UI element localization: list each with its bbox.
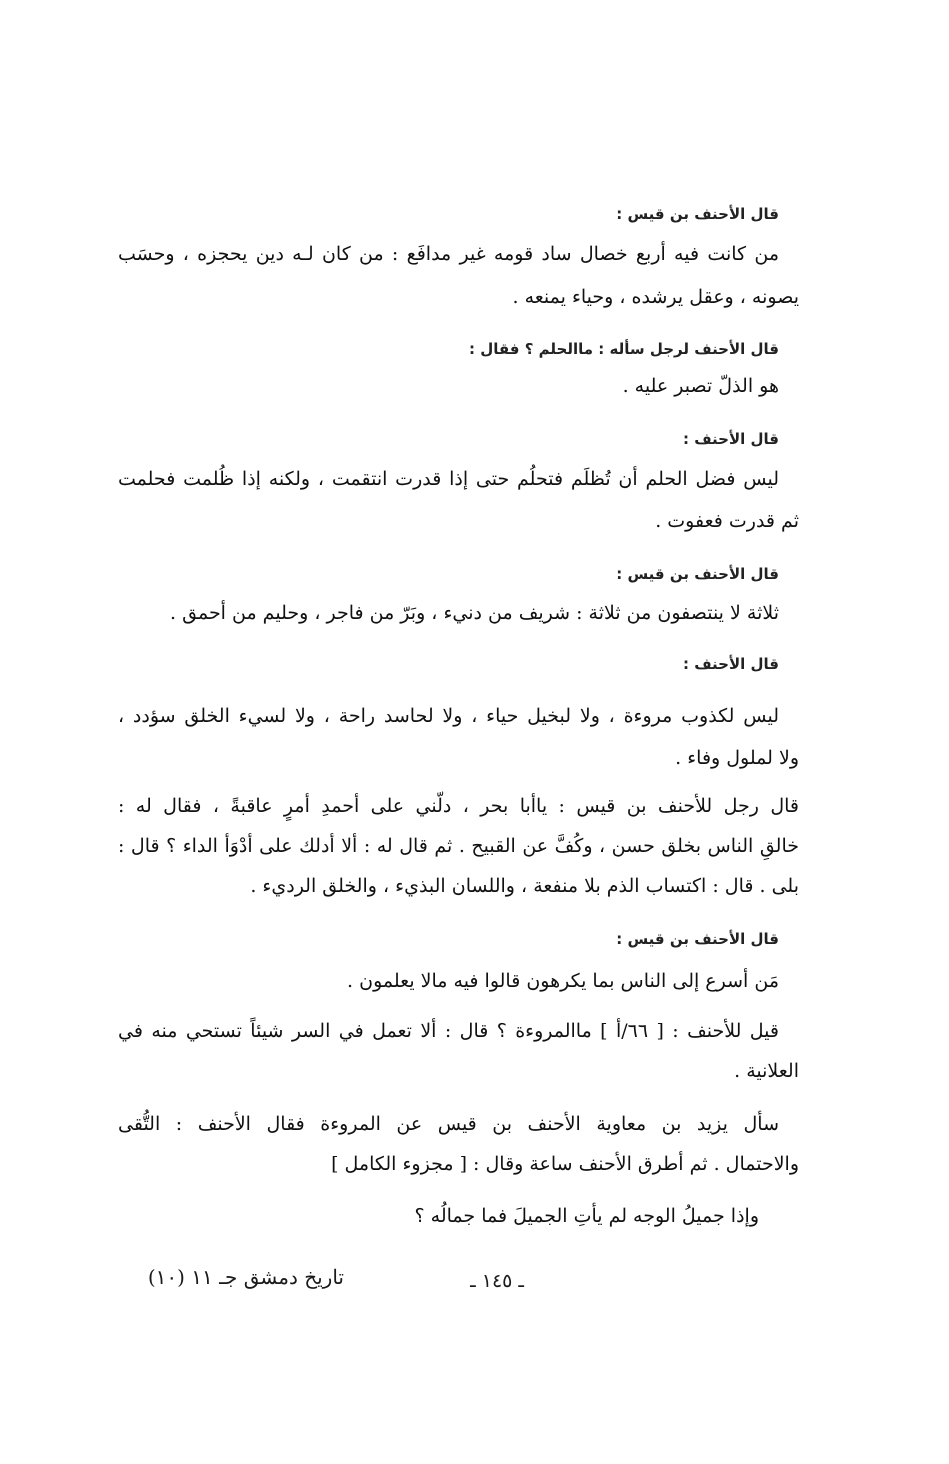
page-number: ـ ١٤٥ ـ xyxy=(470,1270,524,1292)
text-line: هو الذلّ تصبر عليه . xyxy=(622,375,779,397)
text-line: ثم قدرت فعفوت . xyxy=(655,510,799,532)
text-line: سأل يزيد بن معاوية الأحنف بن قيس عن المروءة فقال الأحنف : التُّقى xyxy=(118,1113,779,1135)
text-line: يصونه ، وعقل يرشده ، وحياء يمنعه . xyxy=(512,286,799,308)
text-line: قيل للأحنف : [ ٦٦/أ ] ماالمروءة ؟ قال : ألا تعمل في السر شيئاً تستحي منه في xyxy=(118,1020,779,1042)
entry-heading: قال الأحنف بن قيس : xyxy=(616,205,779,223)
text-line: ليس فضل الحلم أن تُظلَم فتحلُم حتى إذا قدرت انتقمت ، ولكنه إذا ظُلمت فحلمت xyxy=(118,468,779,490)
entry-heading: قال الأحنف بن قيس : xyxy=(616,565,779,583)
entry-heading: قال الأحنف : xyxy=(682,655,779,673)
text-line: من كانت فيه أربع خصال ساد قومه غير مدافَع : من كان لـه دين يحجزه ، وحسَب xyxy=(118,243,779,265)
text-line: ولا لملول وفاء . xyxy=(675,747,799,769)
text-line: والاحتمال . ثم أطرق الأحنف ساعة وقال : [ مجزوء الكامل ] xyxy=(331,1153,799,1175)
text-line: العلانية . xyxy=(734,1060,799,1082)
text-line: خالقِ الناس بخلق حسن ، وكُفَّ عن القبيح . ثم قال له : ألا أدلك على أدْوَأ الداء ؟ قال : xyxy=(118,835,799,857)
book-title: تاريخ دمشق جـ ١١ (١٠) xyxy=(147,1265,344,1289)
text-line: ثلاثة لا ينتصفون من ثلاثة : شريف من دنيء ، وبَرّ من فاجر ، وحليم من أحمق . xyxy=(170,602,779,624)
entry-heading: قال الأحنف بن قيس : xyxy=(616,930,779,948)
text-line: بلى . قال : اكتساب الذم بلا منفعة ، واللسان البذيء ، والخلق الرديء . xyxy=(250,875,799,897)
entry-heading: قال الأحنف : xyxy=(682,430,779,448)
poem-verse: وإذا جميلُ الوجه لم يأتِ الجميلَ فما جمالُه ؟ xyxy=(414,1205,759,1227)
entry-heading: قال الأحنف لرجل سأله : ماالحلم ؟ فقال : xyxy=(469,340,779,358)
text-line: مَن أسرع إلى الناس بما يكرهون قالوا فيه مالا يعلمون . xyxy=(347,970,779,992)
text-line: قال رجل للأحنف بن قيس : ياأبا بحر ، دلّني على أحمدِ أمرٍ عاقبةً ، فقال له : xyxy=(118,795,799,817)
text-line: ليس لكذوب مروءة ، ولا لبخيل حياء ، ولا لحاسد راحة ، ولا لسيء الخلق سؤدد ، xyxy=(118,705,779,727)
